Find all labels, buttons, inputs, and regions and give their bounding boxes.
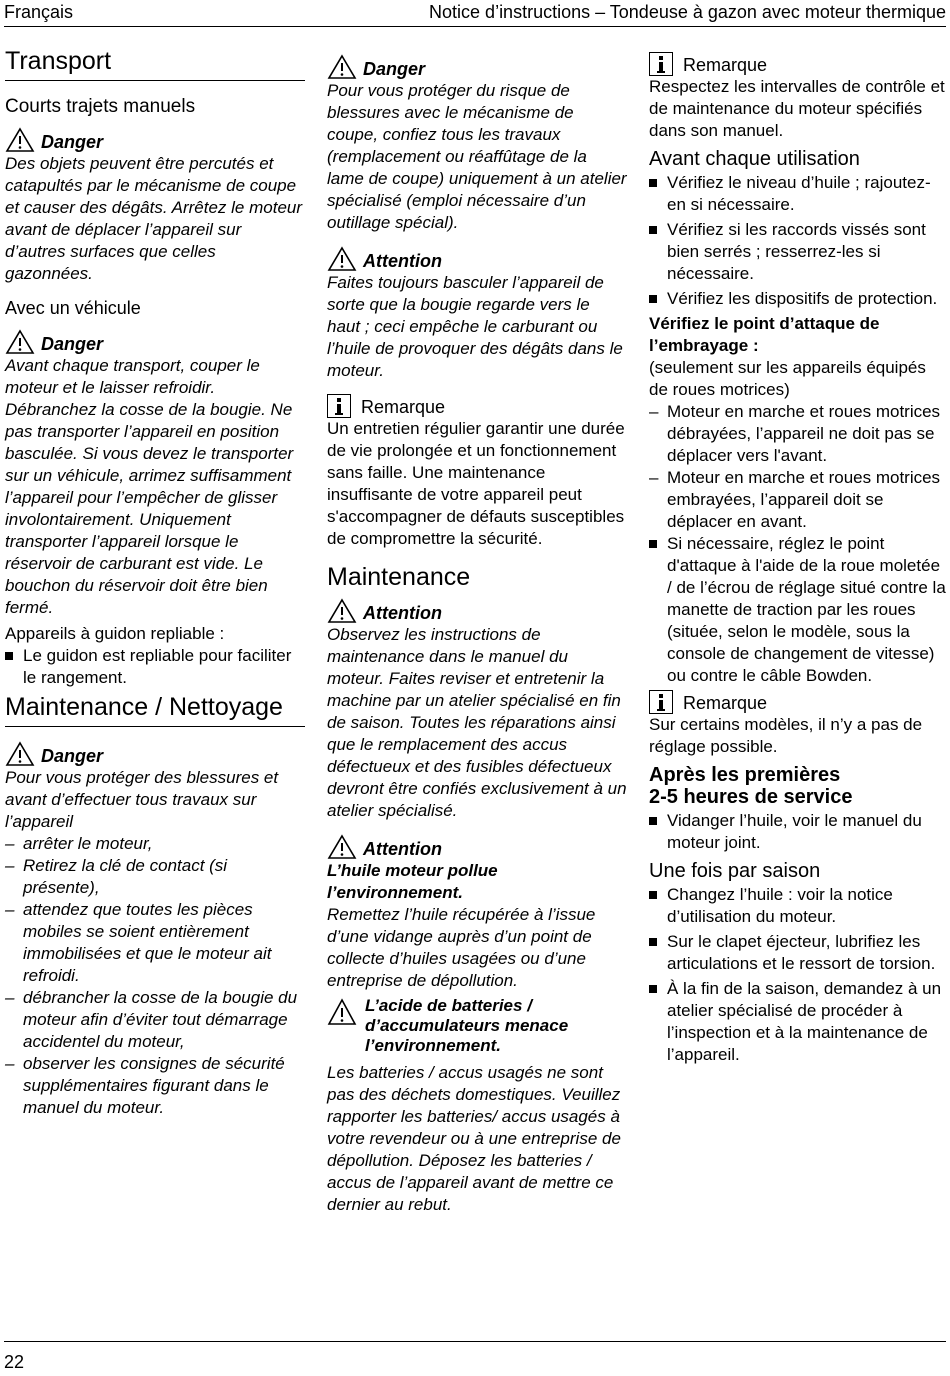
danger-text: Avant chaque transport, couper le moteur et le laisser refroidir. Débranchez la cosse de la bougie. Ne pas transporter l’appareil en position basculée. Si vous devez le transporter sur un véhicule, arrimez suffisamment l’appareil pour l’empêcher de glisser involontairement. Uniquement transporter l’appareil lorsque le réservoir de carburant est vide. Le bouchon du réservoir doit être bien fermé. bbox=[5, 356, 294, 617]
danger-text: Pour vous protéger du risque de blessures avec le mécanisme de coupe, confiez tous les travaux (remplacement ou réaffûtage de la lame de coupe) uniquement à un atelier spécialisé (emploi nécessaire d’un outillage spécial). bbox=[327, 81, 627, 232]
warning-triangle-icon bbox=[327, 998, 357, 1026]
info-icon bbox=[649, 690, 673, 714]
danger-label: Danger bbox=[41, 132, 104, 152]
warning-triangle-icon bbox=[5, 329, 35, 355]
list-item: Vérifiez les dispositifs de protection. bbox=[649, 288, 947, 310]
battery-text: Les batteries / accus usagés ne sont pas des déchets domestiques. Veuillez rapporter les batteries/ accus usagés à votre revendeur ou à une entreprise de dépollution. Déposez les batteries / accus de l’appareil avant de mettre ce dernier au rebut. bbox=[327, 1063, 621, 1214]
attention-label: Attention bbox=[363, 839, 442, 859]
section-title-transport: Transport bbox=[5, 46, 305, 81]
remark-notice-1 bbox=[649, 52, 947, 76]
attention-notice-2 bbox=[327, 598, 627, 624]
page-header bbox=[4, 0, 946, 27]
danger-notice-3 bbox=[5, 741, 305, 767]
danger-label: Danger bbox=[41, 746, 104, 766]
danger-notice-2 bbox=[5, 329, 305, 355]
once-per-season-list bbox=[649, 884, 947, 1066]
danger-label: Danger bbox=[41, 334, 104, 354]
folding-intro: Appareils à guidon repliable : bbox=[5, 624, 225, 643]
attention-notice-1 bbox=[327, 246, 627, 272]
subsection-title-vehicle: Avec un véhicule bbox=[5, 298, 141, 318]
remark-notice-2 bbox=[649, 690, 947, 714]
clutch-note: (seulement sur les appareils équipés de roues motrices) bbox=[649, 358, 926, 399]
page-number: 22 bbox=[4, 1352, 25, 1372]
before-use-list bbox=[649, 172, 947, 310]
language-label: Français bbox=[4, 2, 74, 22]
subsection-title-short-trips: Courts trajets manuels bbox=[5, 96, 196, 117]
list-item: Le guidon est repliable pour faciliter le rangement. bbox=[5, 645, 305, 689]
section-title-maintenance: Maintenance bbox=[327, 563, 471, 591]
subsection-title-once-per-season: Une fois par saison bbox=[649, 860, 821, 882]
warning-triangle-icon bbox=[5, 741, 35, 767]
list-item: – arrêter le moteur, bbox=[5, 833, 305, 855]
remark-text: Respectez les intervalles de contrôle et de maintenance du moteur spécifiés dans son manuel. bbox=[649, 77, 945, 140]
subsection-title-before-use: Avant chaque utilisation bbox=[649, 148, 860, 170]
attention-label: Attention bbox=[363, 603, 442, 623]
list-item: – Retirez la clé de contact (si présente), bbox=[5, 855, 305, 899]
remark-text: Un entretien régulier garantir une durée de vie prolongée et un fonctionnement sans faille. Une maintenance insuffisante de votre appareil peut s'accompagner de défauts susceptibles de compromettre la sécurité. bbox=[327, 419, 625, 548]
warning-triangle-icon bbox=[327, 246, 357, 272]
clutch-adjust-list bbox=[649, 533, 947, 687]
remark-label: Remarque bbox=[683, 693, 768, 713]
title-line: 2-5 heures de service bbox=[649, 786, 853, 808]
list-item: Vérifiez le niveau d’huile ; rajoutez-en si nécessaire. bbox=[649, 172, 947, 216]
attention-text: Faites toujours basculer l’appareil de sorte que la bougie regarde vers le haut ; ceci empêche le carburant ou l’huile de provoquer des dégâts dans le moteur. bbox=[327, 273, 623, 380]
list-item: Sur le clapet éjecteur, lubrifiez les articulations et le ressort de torsion. bbox=[649, 931, 947, 975]
list-item: Vidanger l’huile, voir le manuel du moteur joint. bbox=[649, 810, 947, 854]
warning-triangle-icon bbox=[5, 127, 35, 153]
document-title: Notice d’instructions – Tondeuse à gazon avec moteur thermique bbox=[429, 2, 946, 22]
after-first-hours-list bbox=[649, 810, 947, 854]
folding-list bbox=[5, 645, 305, 689]
danger-notice bbox=[327, 54, 627, 80]
attention-text: Remettez l’huile récupérée à l’issue d’une vidange auprès d’un point de collecte d’huiles usagées ou d’une entreprise de dépollution. bbox=[327, 905, 596, 990]
attention-label: Attention bbox=[363, 251, 442, 271]
list-item: – attendez que toutes les pièces mobiles se soient entièrement immobilisées et que le moteur ait refroidi. bbox=[5, 899, 305, 987]
column-middle bbox=[327, 52, 627, 1216]
clutch-check-title: Vérifiez le point d’attaque de l’embrayage : bbox=[649, 314, 880, 355]
info-icon bbox=[327, 394, 351, 418]
list-item: – débrancher la cosse de la bougie du moteur afin d’éviter tout démarrage accidentel du moteur, bbox=[5, 987, 305, 1053]
attention-notice-3 bbox=[327, 834, 627, 860]
info-icon bbox=[649, 52, 673, 76]
remark-text: Sur certains modèles, il n’y a pas de réglage possible. bbox=[649, 715, 923, 756]
list-item: Si nécessaire, réglez le point d'attaque à l'aide de la roue moletée / de l’écrou de réglage situé contre la manette de traction par les roues (située, selon le modèle, sous la console de changement de vitesse) ou contre le câble Bowden. bbox=[649, 533, 947, 687]
section-title-maintenance-cleaning: Maintenance / Nettoyage bbox=[5, 692, 305, 727]
list-item: – observer les consignes de sécurité supplémentaires figurant dans le manuel du moteur. bbox=[5, 1053, 305, 1119]
oil-pollution-warning: L’huile moteur pollue l’environnement. bbox=[327, 861, 498, 902]
attention-text: Observez les instructions de maintenance dans le manuel du moteur. Faites reviser et entretenir la machine par un atelier spécialisé en fin de saison. Toutes les réparations ainsi que le remplacement des accus défectueux et des fusibles défectueux devront être confiés exclusivement à un atelier spécialisé. bbox=[327, 625, 627, 820]
clutch-check-list bbox=[649, 401, 947, 533]
column-left bbox=[5, 46, 305, 1119]
remark-label: Remarque bbox=[683, 55, 768, 75]
warning-triangle-icon bbox=[327, 834, 357, 860]
remark-label: Remarque bbox=[361, 397, 446, 417]
danger-steps-list bbox=[5, 833, 305, 1119]
list-item: – Moteur en marche et roues motrices embrayées, l’appareil doit se déplacer en avant. bbox=[649, 467, 947, 533]
list-item: – Moteur en marche et roues motrices débrayées, l’appareil ne doit pas se déplacer vers l'avant. bbox=[649, 401, 947, 467]
danger-notice-1 bbox=[5, 127, 305, 153]
warning-triangle-icon bbox=[327, 54, 357, 80]
footer-divider bbox=[4, 1341, 946, 1342]
list-item: Vérifiez si les raccords vissés sont bien serrés ; resserrez-les si nécessaire. bbox=[649, 219, 947, 285]
danger-intro: Pour vous protéger des blessures et avant d’effectuer tous travaux sur l’appareil bbox=[5, 768, 279, 831]
list-item: Changez l’huile : voir la notice d’utilisation du moteur. bbox=[649, 884, 947, 928]
warning-triangle-icon bbox=[327, 598, 357, 624]
list-item: À la fin de la saison, demandez à un atelier spécialisé de procéder à l’inspection et à la maintenance de l’appareil. bbox=[649, 978, 947, 1066]
danger-text: Des objets peuvent être percutés et catapultés par le mécanisme de coupe et causer des dégâts. Arrêtez le moteur avant de déplacer l’appareil sur d’autres surfaces que celles gazonnées. bbox=[5, 154, 303, 283]
title-line: Après les premières bbox=[649, 764, 841, 786]
column-right bbox=[649, 52, 947, 1069]
danger-label: Danger bbox=[363, 59, 426, 79]
remark-notice bbox=[327, 394, 627, 418]
subsection-title-after-first-hours bbox=[649, 764, 947, 808]
battery-warning-text: L’acide de batteries / d’accumulateurs menace l’environnement. bbox=[365, 996, 569, 1055]
battery-warning bbox=[327, 996, 627, 1056]
